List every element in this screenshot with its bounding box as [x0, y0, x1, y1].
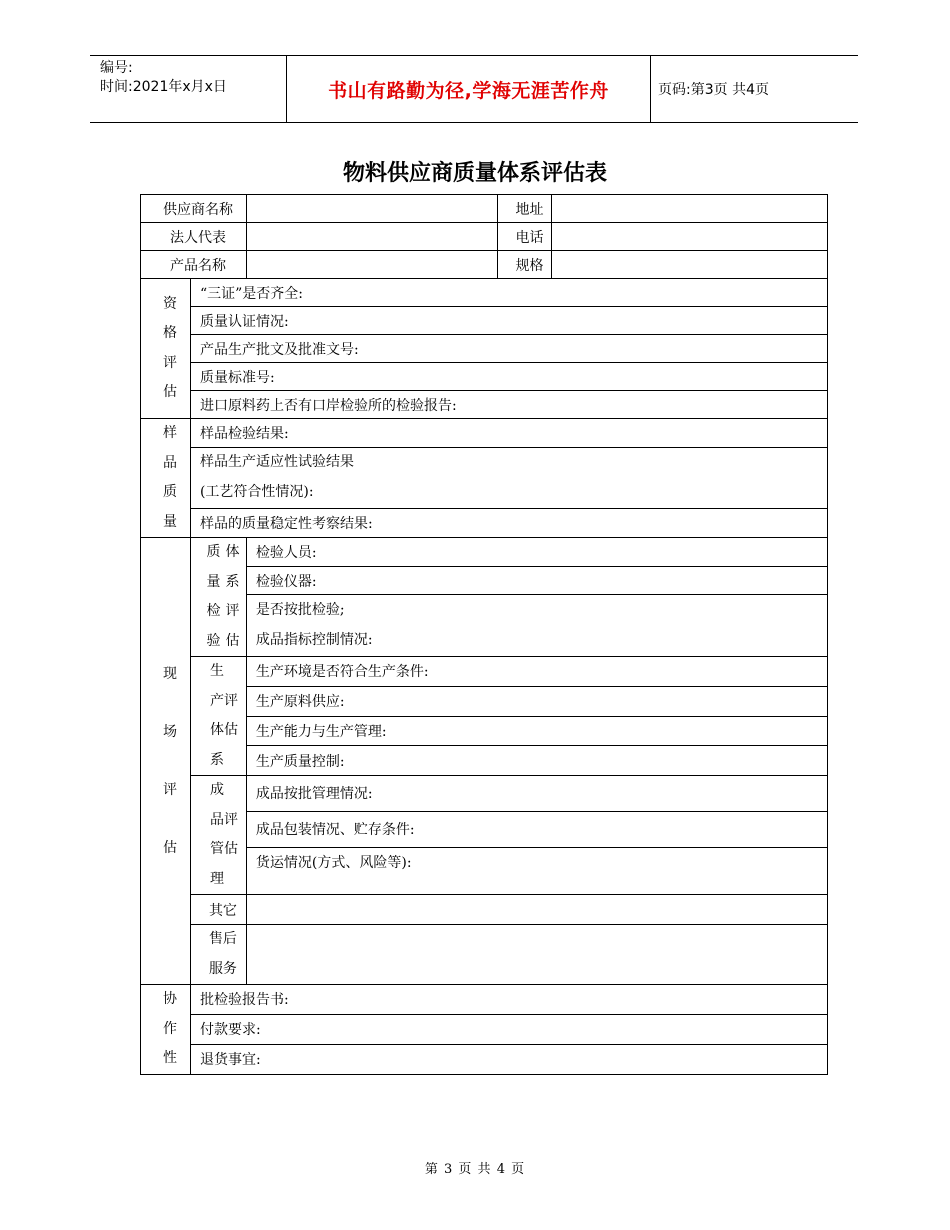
table-row [141, 447, 828, 509]
production-item[interactable]: 生产质量控制: [246, 746, 827, 776]
phone-label: 电话 [498, 223, 552, 251]
table-row [141, 251, 828, 279]
supplier-name-field[interactable] [246, 195, 498, 223]
supplier-evaluation-table [140, 194, 828, 1075]
table-row [141, 335, 828, 363]
sample-item[interactable]: 样品的质量稳定性考察结果: [190, 509, 827, 538]
finished-goods-item[interactable]: 成品包装情况、贮存条件: [246, 811, 827, 847]
table-row [141, 925, 828, 985]
qualification-item[interactable]: 质量标准号: [190, 363, 827, 391]
sample-section-label: 样 品 质 量 [141, 419, 191, 538]
finished-goods-label: 成 品评 管估 理 [190, 776, 246, 895]
page-header [90, 55, 858, 123]
table-row [141, 195, 828, 223]
form-title: 物料供应商质量体系评估表 [342, 161, 607, 186]
quality-inspection-item[interactable]: 检验仪器: [246, 566, 827, 595]
production-item[interactable]: 生产原料供应: [246, 686, 827, 716]
header-page-label: 页码:第3页 共4页 [658, 82, 769, 98]
table-row [141, 895, 828, 925]
table-row [141, 279, 828, 307]
table-row [141, 985, 828, 1015]
table-row [141, 223, 828, 251]
spec-label: 规格 [498, 251, 552, 279]
phone-field[interactable] [552, 223, 828, 251]
address-field[interactable] [552, 195, 828, 223]
spec-field[interactable] [552, 251, 828, 279]
other-field[interactable] [246, 895, 827, 925]
table-row [141, 363, 828, 391]
legal-rep-field[interactable] [246, 223, 498, 251]
product-name-field[interactable] [246, 251, 498, 279]
production-system-label: 生 产评 体估 系 [190, 657, 246, 776]
legal-rep-label: 法人代表 [141, 223, 247, 251]
header-motto: 书山有路勤为径,学海无涯苦作舟 [286, 56, 651, 122]
onsite-section-label: 现 场 评 估 [141, 538, 191, 985]
production-item[interactable]: 生产能力与生产管理: [246, 716, 827, 746]
table-row [141, 657, 828, 687]
qualification-section-label: 资 格 评 估 [141, 279, 191, 419]
product-name-label: 产品名称 [141, 251, 247, 279]
table-row [141, 1014, 828, 1044]
supplier-name-label: 供应商名称 [141, 195, 247, 223]
qualification-item[interactable]: “三证”是否齐全: [190, 279, 827, 307]
qualification-item[interactable]: 进口原料药上否有口岸检验所的检验报告: [190, 391, 827, 419]
production-item[interactable]: 生产环境是否符合生产条件: [246, 657, 827, 687]
qualification-item[interactable]: 质量认证情况: [190, 307, 827, 335]
quality-inspection-label: 质 体 量 系 检 评 验 估 [190, 538, 246, 657]
finished-goods-item[interactable]: 成品按批管理情况: [246, 776, 827, 812]
table-row [141, 391, 828, 419]
document-number-label: 编号: [100, 60, 133, 76]
table-row [141, 307, 828, 335]
after-sales-label: 售后 服务 [190, 925, 246, 985]
quality-inspection-item[interactable]: 是否按批检验; 成品指标控制情况: [246, 595, 827, 657]
cooperation-item[interactable]: 批检验报告书: [190, 985, 827, 1015]
table-row [141, 419, 828, 448]
header-meta [100, 59, 227, 97]
after-sales-field[interactable] [246, 925, 827, 985]
document-time-label: 时间:2021年x月x日 [100, 79, 227, 95]
finished-goods-item[interactable]: 货运情况(方式、风险等): [246, 847, 827, 894]
sample-item[interactable]: 样品检验结果: [190, 419, 827, 448]
table-row [141, 509, 828, 538]
qualification-item[interactable]: 产品生产批文及批准文号: [190, 335, 827, 363]
cooperation-item[interactable]: 付款要求: [190, 1014, 827, 1044]
other-label: 其它 [190, 895, 246, 925]
page-footer: 第 3 页 共 4 页 [424, 1162, 526, 1177]
cooperation-item[interactable]: 退货事宜: [190, 1044, 827, 1074]
sample-item[interactable]: 样品生产适应性试验结果 (工艺符合性情况): [190, 447, 827, 509]
quality-inspection-item[interactable]: 检验人员: [246, 538, 827, 567]
table-row [141, 538, 828, 567]
table-row [141, 776, 828, 812]
address-label: 地址 [498, 195, 552, 223]
table-row [141, 1044, 828, 1074]
cooperation-section-label: 协 作 性 [141, 985, 191, 1075]
